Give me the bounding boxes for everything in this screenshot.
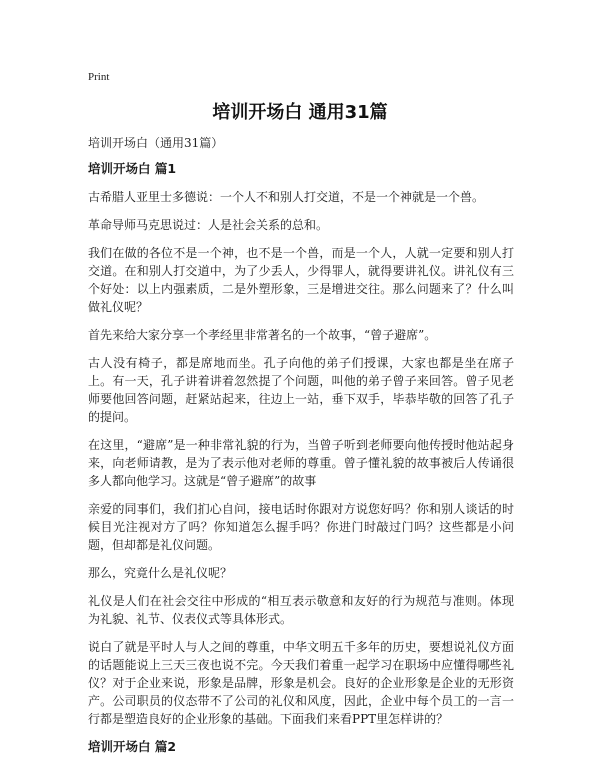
paragraph: 革命导师马克思说过：人是社会关系的总和。	[88, 218, 329, 232]
subtitle: 培训开场白（通用31篇）	[88, 136, 224, 150]
paragraph: 古人没有椅子，都是席地而坐。孔子向他的弟子们授课，大家也都是坐在席子上。有一天，孔子讲着讲着忽然提了个问题，叫他的弟子曾子来回答。曾子见老师要他回答问题，赶紧站起来，往边上一站，垂下双手，毕恭毕敬的回答了孔子的提问。	[88, 356, 514, 424]
paragraph: 我们在做的各位不是一个神，也不是一个兽，而是一个人，人就一定要和别人打交道。在和别人打交道中，为了少丢人，少得罪人，就得要讲礼仪。讲礼仪有三个好处：以上内强素质，二是外塑形象，三是增进交往。那么问题来了？什么叫做礼仪呢？	[88, 246, 514, 314]
paragraph: 首先来给大家分享一个孝经里非常著名的一个故事，“曾子避席”。	[88, 328, 437, 342]
paragraph: 说白了就是平时人与人之间的尊重，中华文明五千多年的历史，要想说礼仪方面的话题能说上三天三夜也说不完。今天我们着重一起学习在职场中应懂得哪些礼仪？对于企业来说，形象是品牌，形象是机会。良好的企业形象是企业的无形资产。公司职员的仪态带不了公司的礼仪和风度，因此，企业中每个员工的一言一行都是塑造良好的企业形象的基础。下面我们来看PPT里怎样讲的？	[88, 640, 514, 726]
paragraph: 在这里，“避席”是一种非常礼貌的行为，当曾子听到老师要向他传授时他站起身来，向老师请教，是为了表示他对老师的尊重。曾子懂礼貌的故事被后人传诵很多人都向他学习。这就是“曾子避席”的故事	[88, 438, 514, 488]
paragraph: 亲爱的同事们，我们扪心自问，接电话时你跟对方说您好吗？你和别人谈话的时候目光注视对方了吗？你知道怎么握手吗？你进门时敲过门吗？这些都是小问题，但却都是礼仪问题。	[88, 502, 514, 552]
section-heading-1: 培训开场白 篇1	[88, 161, 177, 176]
paragraph: 礼仪是人们在社会交往中形成的“相互表示敬意和友好的行为规范与准则。体现为礼貌、礼节、仪表仪式等具体形式。	[88, 594, 514, 626]
paragraph: 古希腊人亚里士多德说：一个人不和别人打交道，不是一个神就是一个兽。	[88, 190, 485, 204]
section-heading-2: 培训开场白 篇2	[88, 739, 177, 754]
page-title: 培训开场白 通用31篇	[212, 102, 388, 123]
paragraph: 那么，究竟什么是礼仪呢？	[88, 566, 233, 580]
article-body	[88, 160, 514, 766]
print-label[interactable]: Print	[88, 71, 110, 83]
